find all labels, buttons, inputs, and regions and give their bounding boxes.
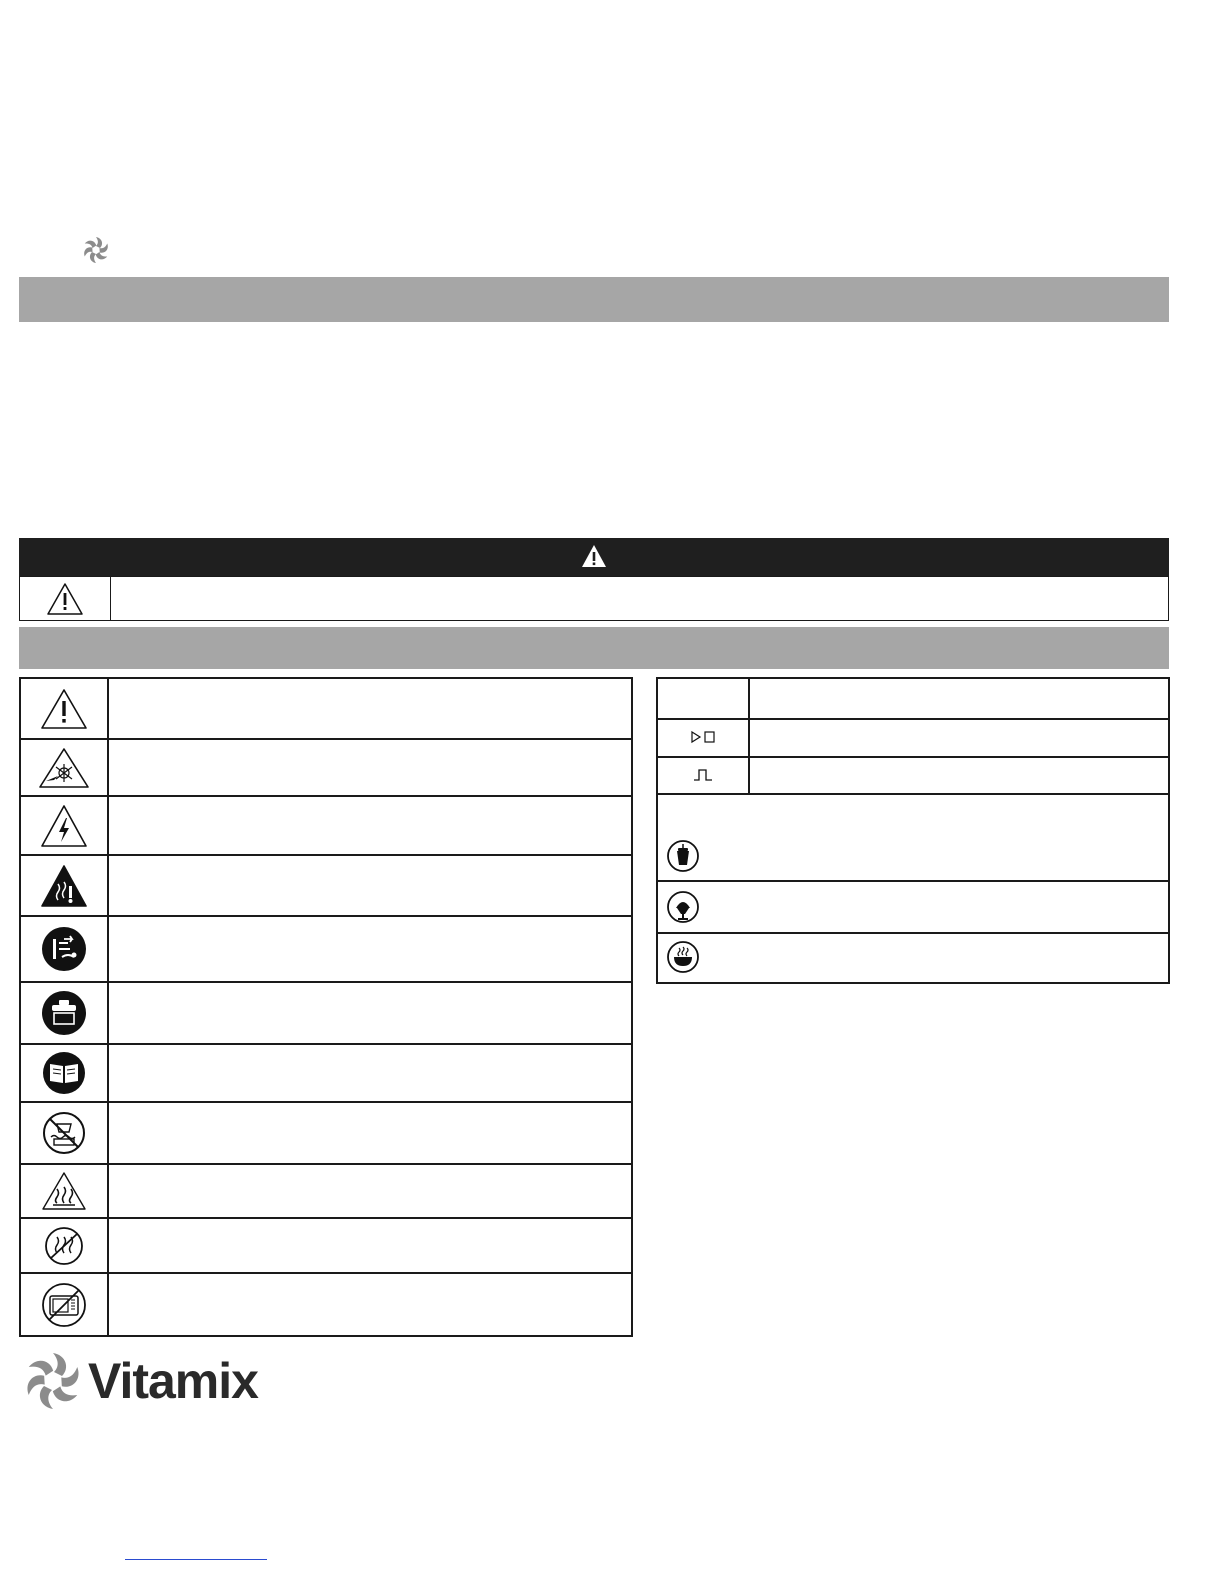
table-row — [21, 1272, 631, 1335]
table-row — [658, 880, 1168, 934]
hot-surface-icon — [41, 1171, 87, 1211]
electric-shock-icon — [40, 804, 88, 848]
table-row — [658, 795, 1168, 882]
table-row — [658, 756, 1168, 793]
no-microwave-icon — [40, 1281, 88, 1329]
warning-row — [19, 576, 1169, 621]
hot-soup-program-icon — [666, 940, 700, 974]
warning-triangle-icon — [40, 688, 88, 730]
warning-triangle-outline-icon — [46, 582, 84, 616]
program-symbol-table — [656, 793, 1170, 984]
unplug-icon — [40, 925, 88, 973]
small-logo — [80, 234, 112, 266]
start-stop-icon — [690, 730, 716, 744]
symbols-header-bar — [19, 627, 1169, 669]
control-symbol-table — [656, 677, 1170, 795]
table-row — [21, 679, 631, 738]
warning-triangle-icon — [581, 544, 607, 568]
vitamix-wordmark: Vitamix — [88, 1353, 258, 1409]
table-row — [21, 1101, 631, 1163]
table-row — [658, 679, 1168, 720]
table-row — [21, 1163, 631, 1217]
section-header-bar — [19, 277, 1169, 322]
no-immerse-icon — [41, 1110, 87, 1156]
table-row — [21, 981, 631, 1043]
no-heat-icon — [43, 1225, 85, 1267]
table-row — [21, 854, 631, 915]
pulse-icon — [693, 768, 713, 782]
table-row — [21, 738, 631, 795]
footer-link[interactable] — [125, 1558, 267, 1560]
vitamix-swirl-icon — [22, 1350, 84, 1412]
table-row — [658, 718, 1168, 758]
symbol-table-left — [19, 677, 633, 1337]
table-row — [21, 1043, 631, 1101]
table-row — [658, 932, 1168, 982]
table-row — [21, 1217, 631, 1272]
table-row — [21, 795, 631, 854]
warning-header-bar — [19, 538, 1169, 576]
table-row — [21, 915, 631, 981]
frozen-dessert-program-icon — [666, 890, 700, 924]
lid-secure-icon — [40, 989, 88, 1037]
blade-hazard-icon — [38, 747, 90, 789]
hot-liquid-hazard-icon — [40, 864, 88, 908]
vitamix-logo — [22, 1350, 292, 1412]
read-manual-icon — [41, 1050, 87, 1096]
smoothie-program-icon — [666, 839, 700, 873]
vitamix-swirl-icon — [80, 234, 112, 266]
